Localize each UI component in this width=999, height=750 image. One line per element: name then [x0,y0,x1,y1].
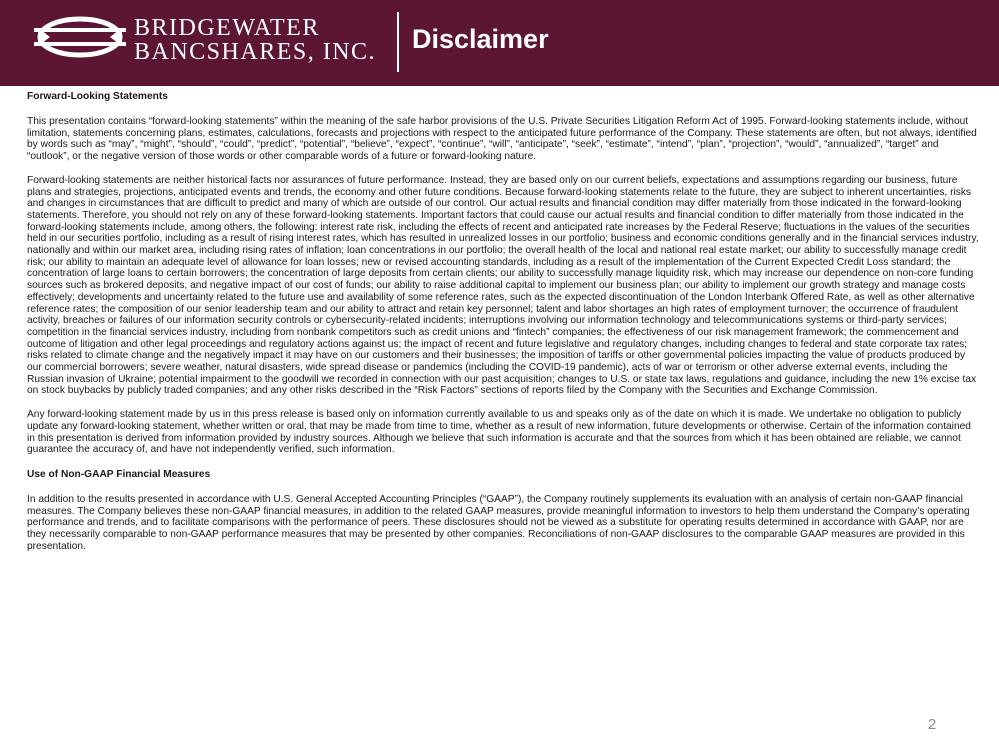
bridge-logo-icon [32,14,128,60]
non-gaap-paragraph: In addition to the results presented in accordance with U.S. General Accepted Accounting Principles (“GAAP”), the Company routinely supplements its evaluation with an analysis of certain non-GAAP financial measures. The Company believes these non-GAAP financial measures, in addition to the related GAAP measures, provide meaningful information to investors to help them understand the Company’s operating performance and trends, and to facilitate comparisons with the performance of peers. These disclosures should not be viewed as a substitute for operating results determined in accordance with GAAP, nor are they necessarily comparable to non-GAAP performance measures that may be presented by other companies. Reconciliations of non-GAAP disclosures to the comparable GAAP measures are provided in this presentation. [27,493,970,552]
forward-looking-paragraph-2: Forward-looking statements are neither historical facts nor assurances of future performance. Instead, they are based only on our current beliefs, expectations and assumptions regarding our business, future plans and strategies, projections, anticipated events and trends, the economy and other future conditions. Because forward-looking statements relate to the future, they are subject to inherent uncertainties, risks and changes in circumstances that are difficult to predict and many of which are outside of our control. Our actual results and financial condition may differ materially from those indicated in the forward-looking statements. Therefore, you should not rely on any of these forward-looking statements. Important factors that could cause our actual results and financial condition to differ materially from those indicated in the forward-looking statements include, among others, the following: interest rate risk, including the effects of recent and anticipated rate increases by the Federal Reserve; fluctuations in the values of the securities held in our securities portfolio, including as a result of rising interest rates, which has resulted in unrealized losses in our portfolio; business and economic conditions generally and in the financial services industry, nationally and within our market area, including rising rates of inflation; loan concentrations in our portfolio; the overall health of the local and national real estate market; our ability to successfully manage credit risk; our ability to maintain an adequate level of allowance for loan losses; new or revised accounting standards, including as a result of the implementation of the Current Expected Credit Loss standard; the concentration of large loans to certain borrowers; the concentration of large deposits from certain clients; our ability to successfully manage liquidity risk, which may increase our dependence on non-core funding sources such as brokered deposits, and negative impact of our cost of funds; our ability to raise additional capital to implement our business plan; our ability to implement our growth strategy and manage costs effectively; developments and uncertainty related to the future use and availability of some reference rates, such as the expected discontinuation of the London Interbank Offered Rate, as well as other alternative reference rates; the composition of our senior leadership team and our ability to attract and retain key personnel; talent and labor shortages an high rates of employment turnover; the occurrence of fraudulent activity, breaches or failures of our information security controls or cybersecurity-related incidents; interruptions involving our information technology and telecommunications systems or third-party services; competition in the financial services industry, including from nonbank competitors such as credit unions and “fintech” companies; the effectiveness of our risk management framework; the commencement and outcome of litigation and other legal proceedings and regulatory actions against us; the impact of recent and future legislative and regulatory changes, including changes to federal and state corporate tax rates; risks related to climate change and the negatively impact it may have on our customers and their businesses; the imposition of tariffs or other governmental policies impacting the value of products produced by our commercial borrowers; severe weather, natural disasters, wide spread disease or pandemics (including the COVID-19 pandemic), acts of war or terrorism or other adverse external events, including the Russian invasion of Ukraine; potential impairment to the goodwill we recorded in connection with our past acquisition; changes to U.S. or state tax laws, regulations and guidance, including the new 1% excise tax on stock buybacks by publicly traded companies; and any other risks described in the “Risk Factors” sections of reports filed by the Company with the Securities and Exchange Commission. [27,174,979,397]
forward-looking-heading: Forward-Looking Statements [27,91,168,102]
brand-line-1: BRIDGEWATER [134,15,320,41]
page-number: 2 [928,716,937,733]
forward-looking-paragraph-1: This presentation contains “forward-looking statements” within the meaning of the safe harbor provisions of the U.S. Private Securities Litigation Reform Act of 1995. Forward-looking statements include, without limitation, statements concerning plans, estimates, calculations, forecasts and projections with respect to the anticipated future performance of the Company. These statements are often, but not always, identified by words such as “may”, “might”, “should”, “could”, “predict”, “potential”, “believe”, “expect”, “continue”, “will”, “anticipate”, “seek”, “estimate”, “intend”, “plan”, “projection”, “would”, “annualized”, “target” and “outlook”, or the negative version of those words or other comparable words of a future or forward-looking nature. [27,116,977,163]
page-title: Disclaimer [412,24,549,54]
forward-looking-paragraph-3: Any forward-looking statement made by us in this press release is based only on information currently available to us and speaks only as of the date on which it is made. We undertake no obligation to publicly update any forward-looking statement, whether written or oral, that may be made from time to time, whether as a result of new information, future developments or otherwise. Certain of the information contained in this presentation is derived from information provided by industry sources. Although we believe that such information is accurate and that the sources from which it has been obtained are reliable, we cannot guarantee the accuracy of, and have not independently verified, such information. [27,409,971,456]
header-bar [0,0,999,86]
header-divider [397,12,399,72]
non-gaap-heading: Use of Non-GAAP Financial Measures [27,468,211,480]
brand-line-2: BANCSHARES, INC. [134,39,377,65]
brand-name [134,16,376,64]
disclaimer-body [27,90,979,553]
